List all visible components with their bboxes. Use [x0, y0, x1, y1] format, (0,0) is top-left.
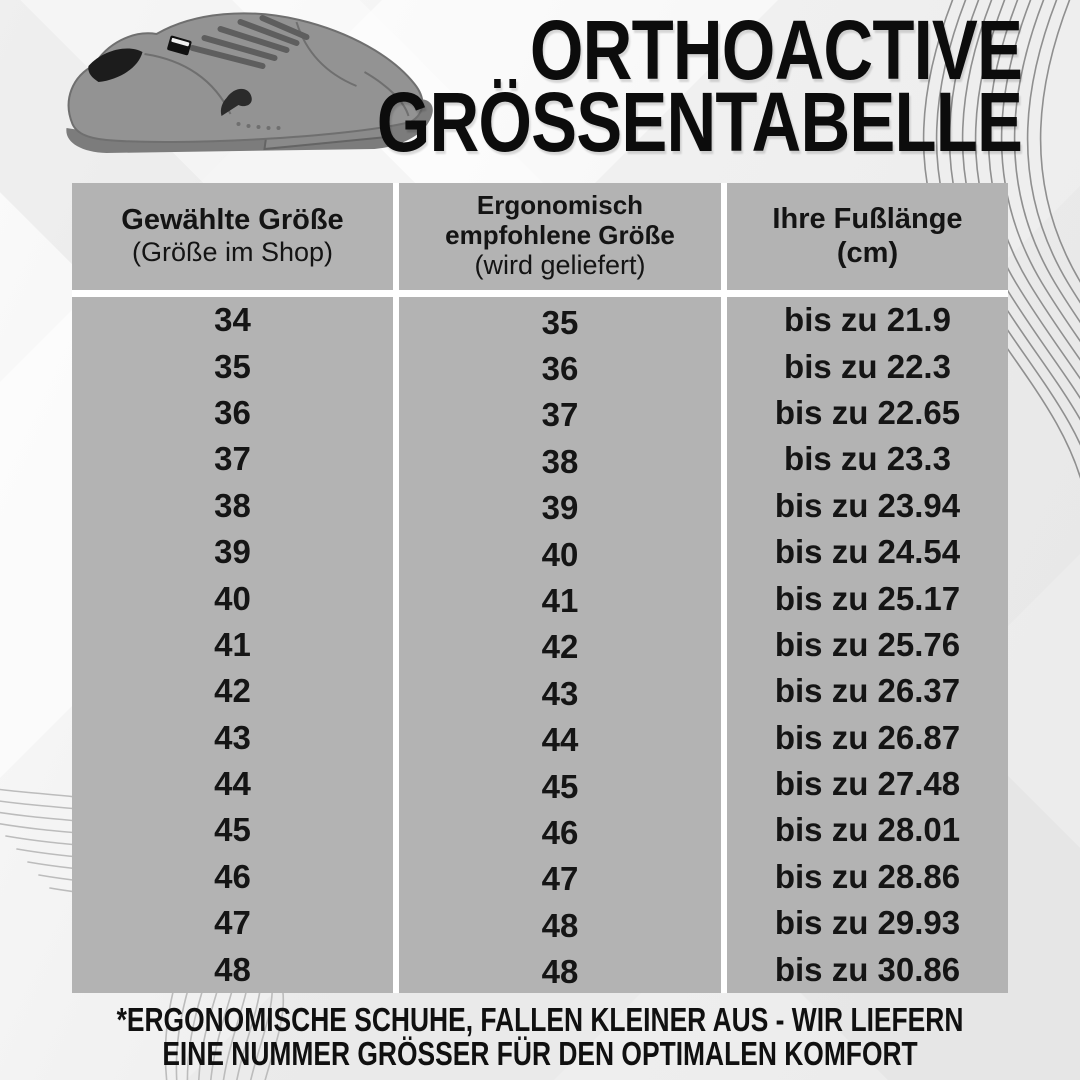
recommended-size-cell: 46 — [399, 807, 721, 853]
foot-length-cell: bis zu 28.86 — [727, 854, 1008, 900]
foot-length-cell: bis zu 25.17 — [727, 575, 1008, 621]
header-title: Ergonomisch empfohlene Größe — [445, 189, 675, 250]
selected-size-cell: 42 — [72, 668, 393, 714]
recommended-size-cell: 40 — [399, 529, 721, 575]
table-row — [72, 854, 1008, 900]
foot-length-cell: bis zu 29.93 — [727, 900, 1008, 946]
table-row — [72, 946, 1008, 992]
table-row — [72, 529, 1008, 575]
table-row — [72, 343, 1008, 389]
recommended-size-cell: 38 — [399, 436, 721, 482]
selected-size-cell: 48 — [72, 946, 393, 992]
table-row — [72, 900, 1008, 946]
recommended-size-cell: 48 — [399, 946, 721, 992]
table-row — [72, 807, 1008, 853]
foot-length-cell: bis zu 26.37 — [727, 668, 1008, 714]
table-header — [72, 183, 1008, 290]
table-row — [72, 622, 1008, 668]
table-body — [72, 297, 1008, 993]
foot-length-cell: bis zu 23.94 — [727, 483, 1008, 529]
footnote — [0, 1003, 1080, 1072]
recommended-size-cell: 36 — [399, 343, 721, 389]
header-subtitle: (wird geliefert) — [474, 250, 646, 281]
foot-length-cell: bis zu 24.54 — [727, 529, 1008, 575]
recommended-size-cell: 48 — [399, 900, 721, 946]
header-subtitle: (Größe im Shop) — [131, 237, 334, 268]
recommended-size-cell: 41 — [399, 575, 721, 621]
selected-size-cell: 47 — [72, 900, 393, 946]
header-cell-selected-size — [72, 183, 393, 290]
selected-size-cell: 39 — [72, 529, 393, 575]
recommended-size-cell: 44 — [399, 715, 721, 761]
header-cell-recommended-size — [399, 183, 721, 290]
table-row — [72, 483, 1008, 529]
table-row — [72, 390, 1008, 436]
table-row — [72, 436, 1008, 482]
page-title — [235, 3, 1022, 170]
footnote-line-1: *ERGONOMISCHE SCHUHE, FALLEN KLEINER AUS - WIR LIEFERN — [116, 1001, 964, 1038]
foot-length-cell: bis zu 26.87 — [727, 715, 1008, 761]
recommended-size-cell: 42 — [399, 622, 721, 668]
title-line-1: ORTHOACTIVE — [529, 3, 1022, 97]
selected-size-cell: 43 — [72, 715, 393, 761]
selected-size-cell: 37 — [72, 436, 393, 482]
recommended-size-cell: 43 — [399, 668, 721, 714]
title-line-2: GRÖSSENTABELLE — [376, 75, 1022, 170]
foot-length-cell: bis zu 23.3 — [727, 436, 1008, 482]
selected-size-cell: 45 — [72, 807, 393, 853]
foot-length-cell: bis zu 27.48 — [727, 761, 1008, 807]
selected-size-cell: 46 — [72, 854, 393, 900]
foot-length-cell: bis zu 25.76 — [727, 622, 1008, 668]
header-title: Gewählte Größe — [121, 204, 344, 237]
selected-size-cell: 38 — [72, 483, 393, 529]
recommended-size-cell: 45 — [399, 761, 721, 807]
recommended-size-cell: 37 — [399, 390, 721, 436]
table-row — [72, 761, 1008, 807]
table-row — [72, 715, 1008, 761]
size-table — [72, 183, 1008, 993]
foot-length-cell: bis zu 22.3 — [727, 343, 1008, 389]
selected-size-cell: 34 — [72, 297, 393, 343]
table-row — [72, 575, 1008, 621]
header-title: Ihre Fußlänge — [772, 202, 963, 235]
selected-size-cell: 40 — [72, 575, 393, 621]
selected-size-cell: 35 — [72, 343, 393, 389]
table-row — [72, 297, 1008, 343]
foot-length-cell: bis zu 21.9 — [727, 297, 1008, 343]
foot-length-cell: bis zu 28.01 — [727, 807, 1008, 853]
header-subtitle: (cm) — [836, 236, 899, 269]
table-row — [72, 668, 1008, 714]
footnote-line-2: EINE NUMMER GRÖSSER FÜR DEN OPTIMALEN KOMFORT — [162, 1035, 918, 1073]
selected-size-cell: 44 — [72, 761, 393, 807]
selected-size-cell: 36 — [72, 390, 393, 436]
foot-length-cell: bis zu 22.65 — [727, 390, 1008, 436]
foot-length-cell: bis zu 30.86 — [727, 946, 1008, 992]
recommended-size-cell: 39 — [399, 483, 721, 529]
recommended-size-cell: 47 — [399, 854, 721, 900]
header-cell-foot-length — [727, 183, 1008, 290]
selected-size-cell: 41 — [72, 622, 393, 668]
recommended-size-cell: 35 — [399, 297, 721, 343]
